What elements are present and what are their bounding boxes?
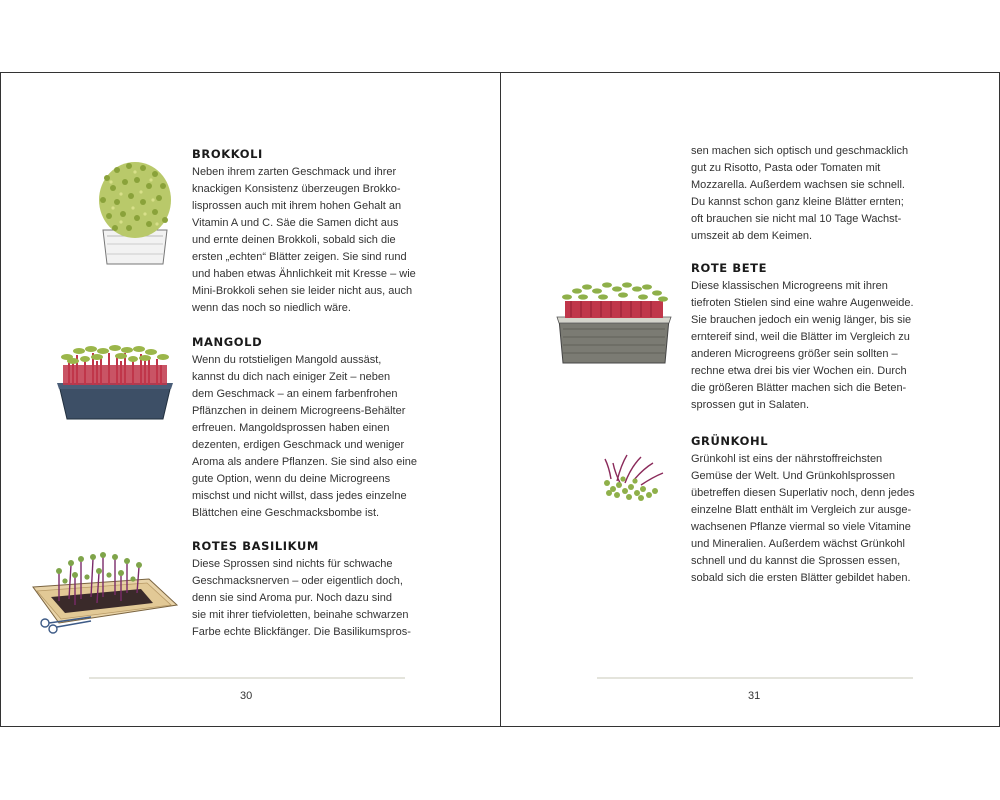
red-basil-illustration: [29, 543, 179, 635]
text-line: dem Geschmack – an einem farbenfrohen: [192, 388, 398, 400]
page-number: 31: [748, 690, 761, 702]
brokkoli-paragraph: [192, 164, 416, 317]
text-line: Mozzarella. Außerdem wachsen sie schnell.: [691, 179, 905, 191]
rotes-basilikum-section: [192, 539, 411, 641]
mangold-section: [192, 335, 417, 522]
text-line: gut zu Risotto, Pasta oder Tomaten mit: [691, 162, 881, 174]
continued-section: [691, 143, 908, 245]
brokkoli-heading: BROKKOLI: [192, 147, 263, 161]
text-line: Pflänzchen in deinem Microgreens-Behälter: [192, 405, 406, 417]
footer-divider: [89, 677, 405, 679]
rote-bete-section: [691, 261, 914, 414]
text-line: ersten „echten“ Blätter zeigen. Sie sind rund: [192, 251, 407, 263]
book-spread: [0, 72, 1000, 727]
text-line: oft brauchen sie nicht mal 10 Tage Wachst-: [691, 213, 902, 225]
text-line: gute Option, wenn du deine Microgreens: [192, 473, 391, 485]
text-line: wenn das noch so niedlich wäre.: [192, 302, 351, 314]
text-line: Mini-Brokkoli sehen sie leider nicht aus, auch: [192, 285, 413, 297]
text-line: Diese Sprossen sind nichts für schwache: [192, 558, 393, 570]
text-line: Blättchen eine Geschmacksbombe ist.: [192, 507, 380, 519]
chard-sprouts-illustration: [49, 339, 181, 429]
left-page: [1, 73, 500, 726]
text-line: Geschmacksnerven – oder eigentlich doch,: [192, 575, 403, 587]
text-line: tiefroten Stielen sind eine wahre Augenweide.: [691, 297, 914, 309]
mangold-heading: MANGOLD: [192, 335, 263, 349]
text-line: und haben etwas Ähnlichkeit mit Kresse – wie: [192, 268, 416, 280]
text-line: und ernte deinen Brokkoli, sobald sich die: [192, 234, 396, 246]
text-line: kannst du dich nach einiger Zeit – neben: [192, 371, 391, 383]
text-line: Du kannst schon ganz kleine Blätter ernten;: [691, 196, 904, 208]
text-line: rechne etwa drei bis vier Wochen ein. Durch: [691, 365, 907, 377]
page-number: 30: [240, 690, 253, 702]
text-line: lisprossen auch mit ihrem hohen Gehalt an: [192, 200, 402, 212]
gruenkohl-section: [691, 434, 915, 587]
gruenkohl-paragraph: [691, 451, 915, 587]
rotes-basilikum-paragraph: [192, 556, 411, 641]
text-line: übetreffen diesen Superlativ noch, denn jedes: [691, 487, 915, 499]
text-line: sen machen sich optisch und geschmacklich: [691, 145, 909, 157]
text-line: denn sie sind Aroma pur. Noch dazu sind: [192, 592, 392, 604]
text-line: knackigen Konsistenz überzeugen Brokko-: [192, 183, 401, 195]
text-line: und Mineralien. Außerdem wächst Grünkohl: [691, 538, 905, 550]
text-line: schnell und du kannst die Sprossen essen,: [691, 555, 901, 567]
text-line: sobald sich die ersten Blätter gebildet haben.: [691, 572, 911, 584]
text-line: die größeren Blätter machen sich die Beten-: [691, 382, 907, 394]
text-line: umszeit ab dem Keimen.: [691, 230, 813, 242]
text-line: mischst und nicht willst, dass jedes einzelne: [192, 490, 407, 502]
text-line: sprossen gut in Salaten.: [691, 399, 810, 411]
broccoli-sprouts-illustration: [93, 158, 177, 270]
gruenkohl-heading: GRÜNKOHL: [691, 434, 769, 448]
beetroot-sprouts-illustration: [555, 279, 673, 365]
text-line: Sie brauchen jedoch ein wenig länger, bis sie: [691, 314, 912, 326]
text-line: erfreuen. Mangoldsprossen haben einen: [192, 422, 390, 434]
mangold-paragraph: [192, 352, 417, 522]
brokkoli-section: [192, 147, 416, 317]
continued-paragraph: [691, 143, 908, 245]
text-line: Grünkohl ist eins der nährstoffreichsten: [691, 453, 883, 465]
text-line: erntereif sind, weil die Blätter im Vergleich zu: [691, 331, 910, 343]
text-line: Farbe echte Blickfänger. Die Basilikumspros-: [192, 626, 411, 638]
text-line: wachsenen Pflanze viermal so viele Vitamine: [691, 521, 911, 533]
footer-divider: [597, 677, 913, 679]
rote-bete-paragraph: [691, 278, 914, 414]
text-line: einzelne Blatt enthält im Vergleich zur ausge-: [691, 504, 912, 516]
text-line: Gemüse der Welt. Und Grünkohlsprossen: [691, 470, 895, 482]
text-line: Aroma als andere Pflanzen. Sie sind also eine: [192, 456, 418, 468]
kale-sprouts-illustration: [597, 451, 669, 503]
rote-bete-heading: ROTE BETE: [691, 261, 768, 275]
text-line: Vitamin A und C. Säe die Samen dicht aus: [192, 217, 399, 229]
text-line: anderen Microgreens größer sein sollten –: [691, 348, 898, 360]
text-line: dezenten, erdigen Geschmack und weniger: [192, 439, 405, 451]
right-page: [500, 73, 1000, 726]
text-line: sie mit ihrer tiefvioletten, beinahe schwarzen: [192, 609, 409, 621]
text-line: Diese klassischen Microgreens mit ihren: [691, 280, 888, 292]
text-line: Wenn du rotstieligen Mangold aussäst,: [192, 354, 382, 366]
text-line: Neben ihrem zarten Geschmack und ihrer: [192, 166, 397, 178]
rotes-basilikum-heading: ROTES BASILIKUM: [192, 539, 319, 553]
